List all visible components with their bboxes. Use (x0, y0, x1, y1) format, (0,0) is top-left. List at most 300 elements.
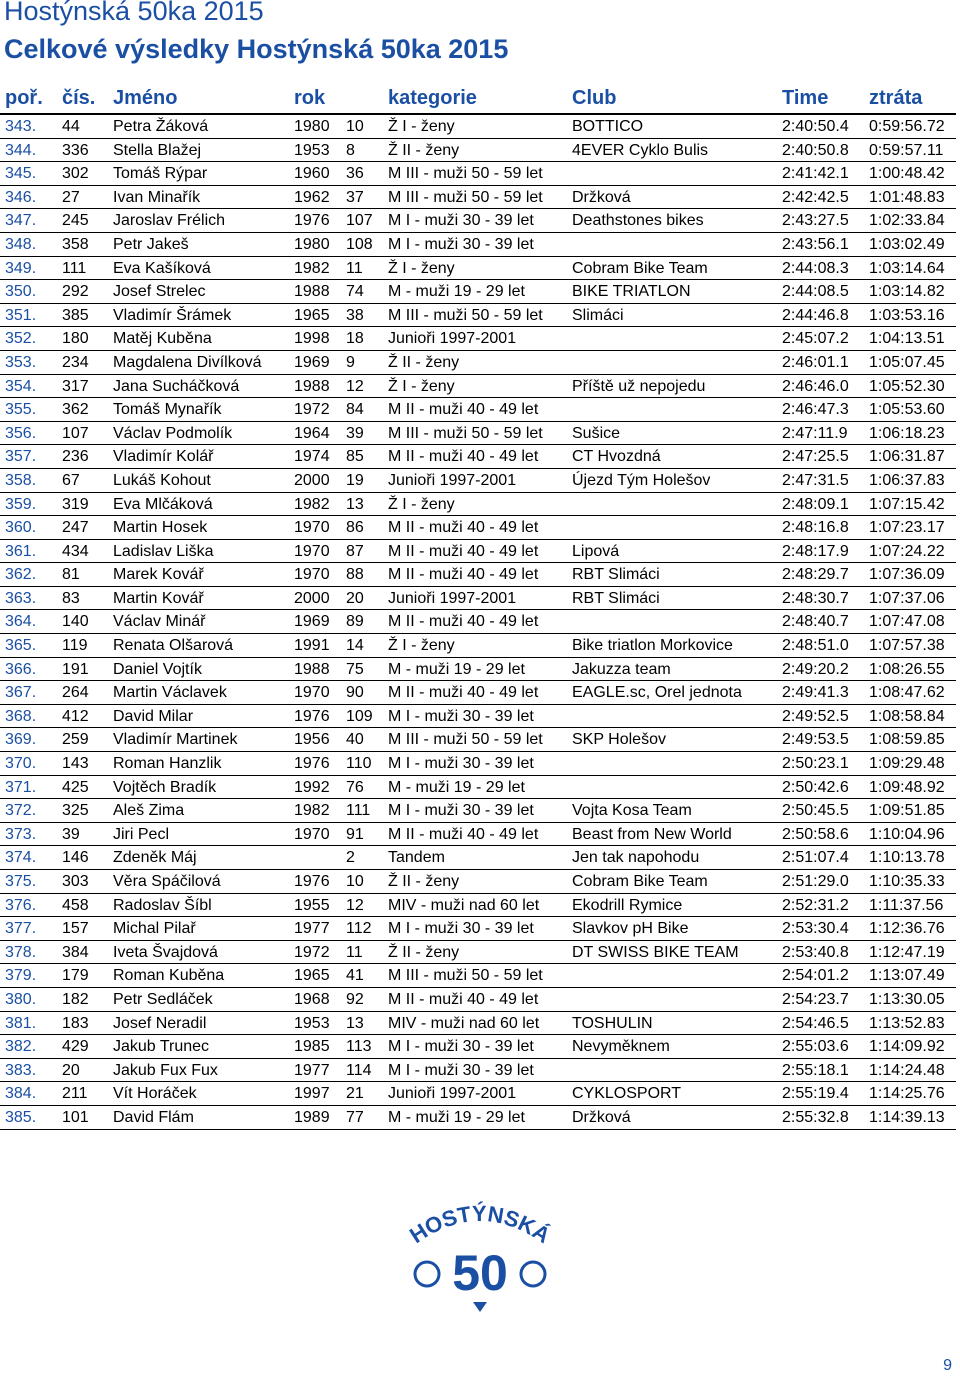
cell-loss: 1:08:59.85 (869, 731, 945, 749)
table-row (0, 1035, 956, 1059)
cell-club: 4EVER Cyklo Bulis (572, 141, 709, 159)
cell-loss: 1:07:37.06 (869, 589, 945, 607)
cell-place: 355. (5, 401, 37, 419)
cell-category-rank: 38 (346, 306, 364, 324)
table-row (0, 823, 956, 847)
cell-number: 81 (62, 566, 80, 584)
cell-loss: 1:08:26.55 (869, 660, 945, 678)
table-row (0, 115, 956, 139)
cell-year: 1970 (294, 519, 330, 537)
cell-category: M II - muži 40 - 49 let (388, 401, 539, 419)
cell-year: 1969 (294, 353, 330, 371)
cell-time: 2:40:50.8 (782, 141, 849, 159)
cell-name: Vladimír Martinek (113, 731, 238, 749)
cell-category-rank: 39 (346, 424, 364, 442)
page-subtitle: Celkové výsledky Hostýnská 50ka 2015 (4, 34, 509, 64)
cell-name: Radoslav Šíbl (113, 896, 212, 914)
cell-year: 1965 (294, 967, 330, 985)
cell-number: 336 (62, 141, 89, 159)
cell-year: 1980 (294, 235, 330, 253)
cell-time: 2:48:17.9 (782, 542, 849, 560)
cell-place: 348. (5, 235, 37, 253)
cell-place: 363. (5, 589, 37, 607)
table-row (0, 563, 956, 587)
table-row (0, 870, 956, 894)
cell-name: Roman Kuběna (113, 967, 225, 985)
cell-place: 357. (5, 448, 37, 466)
cell-number: 458 (62, 896, 89, 914)
table-row (0, 1106, 956, 1130)
cell-year: 1972 (294, 943, 330, 961)
cell-year: 2000 (294, 589, 330, 607)
cell-name: Tomáš Mynařík (113, 401, 222, 419)
cell-loss: 1:09:48.92 (869, 778, 945, 796)
cell-year: 1956 (294, 731, 330, 749)
table-row (0, 186, 956, 210)
cell-number: 83 (62, 589, 80, 607)
table-row (0, 988, 956, 1012)
cell-name: Magdalena Divílková (113, 353, 262, 371)
cell-category: Ž I - ženy (388, 495, 455, 513)
bike-wheel-icon (521, 1262, 545, 1286)
cell-loss: 1:09:51.85 (869, 802, 945, 820)
cell-number: 259 (62, 731, 89, 749)
cell-time: 2:42:42.5 (782, 188, 849, 206)
cell-category: M III - muži 50 - 59 let (388, 306, 543, 324)
cell-time: 2:55:19.4 (782, 1085, 849, 1103)
cell-number: 180 (62, 330, 89, 348)
cell-loss: 1:14:24.48 (869, 1061, 945, 1079)
cell-category: M I - muži 30 - 39 let (388, 755, 534, 773)
table-row (0, 327, 956, 351)
cell-loss: 1:11:37.56 (869, 896, 944, 914)
cell-number: 111 (62, 259, 87, 277)
cell-loss: 1:08:58.84 (869, 707, 945, 725)
cell-year: 1970 (294, 684, 330, 702)
cell-time: 2:49:53.5 (782, 731, 849, 749)
cell-loss: 1:12:36.76 (869, 920, 945, 938)
cell-category: Ž II - ženy (388, 353, 460, 371)
cell-loss: 1:03:14.64 (869, 259, 945, 277)
cell-loss: 1:10:04.96 (869, 825, 945, 843)
cell-category-rank: 77 (346, 1108, 364, 1126)
cell-number: 146 (62, 849, 89, 867)
table-row (0, 728, 956, 752)
cell-time: 2:46:47.3 (782, 401, 849, 419)
cell-club: Beast from New World (572, 825, 732, 843)
table-row (0, 540, 956, 564)
cell-category: M II - muži 40 - 49 let (388, 825, 539, 843)
cell-loss: 1:07:23.17 (869, 519, 945, 537)
cell-place: 349. (5, 259, 37, 277)
cell-club: Jakuzza team (572, 660, 671, 678)
cell-year: 1976 (294, 212, 330, 230)
cell-category-rank: 19 (346, 471, 364, 489)
cell-club: Nevyměknem (572, 1038, 670, 1056)
table-row (0, 1059, 956, 1083)
cell-number: 191 (62, 660, 89, 678)
cell-category: Ž I - ženy (388, 259, 455, 277)
hostynska-50-logo (405, 1190, 555, 1318)
cell-time: 2:52:31.2 (782, 896, 849, 914)
table-row (0, 776, 956, 800)
cell-year: 1970 (294, 566, 330, 584)
table-row (0, 894, 956, 918)
cell-category-rank: 2 (346, 849, 355, 867)
cell-category-rank: 84 (346, 401, 364, 419)
cell-category-rank: 9 (346, 353, 355, 371)
cell-time: 2:48:51.0 (782, 637, 849, 655)
cell-number: 245 (62, 212, 89, 230)
cell-year: 1970 (294, 825, 330, 843)
cell-club: CT Hvozdná (572, 448, 661, 466)
cell-category: M II - muži 40 - 49 let (388, 613, 539, 631)
cell-number: 247 (62, 519, 89, 537)
cell-category: Ž II - ženy (388, 141, 460, 159)
cell-number: 101 (62, 1108, 89, 1126)
cell-time: 2:49:41.3 (782, 684, 849, 702)
cell-place: 368. (5, 707, 37, 725)
table-row (0, 398, 956, 422)
table-row (0, 752, 956, 776)
column-header-time: Time (782, 87, 829, 109)
cell-year: 1992 (294, 778, 330, 796)
cell-year: 1953 (294, 141, 330, 159)
cell-loss: 1:07:36.09 (869, 566, 945, 584)
cell-loss: 1:12:47.19 (869, 943, 945, 961)
table-row (0, 610, 956, 634)
cell-loss: 1:00:48.42 (869, 165, 945, 183)
cell-category-rank: 107 (346, 212, 373, 230)
cell-loss: 1:03:53.16 (869, 306, 945, 324)
logo-text-top: HOSTÝNSKÁ (405, 1200, 555, 1249)
cell-year: 1977 (294, 1061, 330, 1079)
cell-place: 361. (5, 542, 37, 560)
cell-category-rank: 14 (346, 637, 364, 655)
cell-category: Ž I - ženy (388, 118, 455, 135)
cell-category: Junioři 1997-2001 (388, 471, 517, 489)
cell-category: M II - muži 40 - 49 let (388, 519, 539, 537)
cell-name: Martin Kovář (113, 589, 204, 607)
cell-category: M I - muži 30 - 39 let (388, 235, 534, 253)
table-row (0, 375, 956, 399)
cell-number: 425 (62, 778, 89, 796)
cell-place: 374. (5, 849, 37, 867)
cell-year: 1962 (294, 188, 330, 206)
cell-loss: 1:13:07.49 (869, 967, 945, 985)
cell-place: 359. (5, 495, 37, 513)
cell-club: Příště už nepojedu (572, 377, 706, 395)
cell-name: Tomáš Rýpar (113, 165, 208, 183)
cell-category: M III - muži 50 - 59 let (388, 967, 543, 985)
cell-name: Daniel Vojtík (113, 660, 202, 678)
cell-name: Petra Žáková (113, 118, 209, 135)
cell-time: 2:50:42.6 (782, 778, 849, 796)
column-header-place: poř. (5, 87, 43, 109)
cell-loss: 1:06:31.87 (869, 448, 945, 466)
cell-time: 2:55:18.1 (782, 1061, 849, 1079)
cell-loss: 0:59:56.72 (869, 118, 945, 135)
cell-number: 319 (62, 495, 89, 513)
cell-year: 1976 (294, 707, 330, 725)
cell-loss: 1:14:25.76 (869, 1085, 945, 1103)
cell-category-rank: 13 (346, 1014, 364, 1032)
cell-place: 364. (5, 613, 37, 631)
cell-category: Ž I - ženy (388, 637, 455, 655)
cell-year: 1980 (294, 118, 330, 135)
cell-club: Držková (572, 1108, 631, 1126)
table-row (0, 351, 956, 375)
cell-place: 381. (5, 1014, 37, 1032)
cell-year: 1977 (294, 920, 330, 938)
table-row (0, 516, 956, 540)
table-row (0, 469, 956, 493)
cell-year: 1988 (294, 660, 330, 678)
column-header-category: kategorie (388, 87, 477, 109)
cell-year: 1960 (294, 165, 330, 183)
cell-club: BOTTICO (572, 118, 644, 135)
cell-category: Ž II - ženy (388, 873, 460, 890)
cell-club: Slimáci (572, 306, 624, 324)
cell-name: Věra Spáčilová (113, 873, 221, 890)
cell-category: M - muži 19 - 29 let (388, 660, 525, 678)
cell-time: 2:51:29.0 (782, 873, 849, 890)
table-row (0, 681, 956, 705)
cell-category: M - muži 19 - 29 let (388, 778, 525, 796)
cell-category-rank: 87 (346, 542, 364, 560)
cell-time: 2:45:07.2 (782, 330, 849, 348)
cell-loss: 1:03:02.49 (869, 235, 945, 253)
cell-name: Roman Hanzlik (113, 755, 222, 773)
cell-time: 2:48:29.7 (782, 566, 849, 584)
table-row (0, 162, 956, 186)
cell-time: 2:48:30.7 (782, 589, 849, 607)
table-row (0, 587, 956, 611)
cell-loss: 1:03:14.82 (869, 283, 945, 301)
cell-club: Cobram Bike Team (572, 873, 708, 890)
cell-category-rank: 75 (346, 660, 364, 678)
cell-category-rank: 76 (346, 778, 364, 796)
cell-year: 1976 (294, 755, 330, 773)
table-row (0, 233, 956, 257)
cell-club: BIKE TRIATLON (572, 283, 691, 301)
cell-name: Jakub Fux Fux (113, 1061, 218, 1079)
cell-place: 351. (5, 306, 37, 324)
cell-number: 302 (62, 165, 89, 183)
cell-number: 140 (62, 613, 89, 631)
cell-loss: 1:07:47.08 (869, 613, 945, 631)
cell-loss: 1:07:24.22 (869, 542, 945, 560)
cell-year: 1982 (294, 259, 330, 277)
cell-number: 107 (62, 424, 89, 442)
cell-place: 382. (5, 1038, 37, 1056)
cell-place: 350. (5, 283, 37, 301)
cell-name: Josef Neradil (113, 1014, 207, 1032)
cell-time: 2:40:50.4 (782, 118, 849, 135)
cell-loss: 1:07:57.38 (869, 637, 945, 655)
table-header (0, 83, 956, 115)
cell-year: 1988 (294, 283, 330, 301)
page-title: Hostýnská 50ka 2015 (4, 0, 264, 26)
cell-time: 2:44:08.5 (782, 283, 849, 301)
cell-club: Lipová (572, 542, 620, 560)
cell-club: TOSHULIN (572, 1014, 653, 1032)
cell-place: 371. (5, 778, 37, 796)
cell-category-rank: 74 (346, 283, 364, 301)
cell-loss: 1:04:13.51 (869, 330, 945, 348)
cell-name: Martin Václavek (113, 684, 227, 702)
bike-wheel-icon (415, 1262, 439, 1286)
cell-number: 157 (62, 920, 89, 938)
cell-name: Jaroslav Frélich (113, 212, 226, 230)
table-row (0, 280, 956, 304)
cell-number: 412 (62, 707, 89, 725)
cell-time: 2:50:45.5 (782, 802, 849, 820)
cell-name: Vladimír Šrámek (113, 306, 232, 324)
cell-name: Zdeněk Máj (113, 849, 197, 867)
cell-number: 303 (62, 873, 89, 890)
cell-name: Vladimír Kolář (113, 448, 214, 466)
cell-category-rank: 89 (346, 613, 364, 631)
cell-category-rank: 108 (346, 235, 373, 253)
cell-club: RBT Slimáci (572, 566, 660, 584)
table-row (0, 445, 956, 469)
cell-loss: 1:07:15.42 (869, 495, 945, 513)
cell-category-rank: 11 (346, 259, 363, 277)
cell-place: 365. (5, 637, 37, 655)
logo-number: 50 (452, 1245, 508, 1301)
cell-number: 179 (62, 967, 89, 985)
table-row (0, 1012, 956, 1036)
table-row (0, 139, 956, 163)
cell-name: Michal Pilař (113, 920, 196, 938)
cell-place: 360. (5, 519, 37, 537)
cell-category: M I - muži 30 - 39 let (388, 212, 534, 230)
cell-name: Jakub Trunec (113, 1038, 210, 1056)
cell-year: 1989 (294, 1108, 330, 1126)
cell-number: 384 (62, 943, 89, 961)
cell-number: 362 (62, 401, 89, 419)
cell-number: 67 (62, 471, 80, 489)
cell-name: David Milar (113, 707, 194, 725)
cell-place: 373. (5, 825, 37, 843)
cell-loss: 1:01:48.83 (869, 188, 945, 206)
cell-year: 1997 (294, 1085, 330, 1103)
cell-year: 1955 (294, 896, 330, 914)
cell-place: 356. (5, 424, 37, 442)
cell-name: Ivan Minařík (113, 188, 201, 206)
cell-number: 143 (62, 755, 89, 773)
cell-category-rank: 111 (346, 802, 371, 820)
cell-name: Petr Jakeš (113, 235, 189, 253)
table-row (0, 846, 956, 870)
cell-category-rank: 12 (346, 377, 364, 395)
table-row (0, 799, 956, 823)
cell-place: 344. (5, 141, 37, 159)
cell-category-rank: 21 (346, 1085, 364, 1103)
cell-name: Vojtěch Bradík (113, 778, 217, 796)
cell-club: Jen tak napohodu (572, 849, 700, 867)
cell-name: Aleš Zima (113, 802, 185, 820)
cell-name: Eva Kašíková (113, 259, 211, 277)
table-row (0, 705, 956, 729)
cell-category-rank: 20 (346, 589, 364, 607)
cell-category-rank: 37 (346, 188, 364, 206)
cell-category-rank: 8 (346, 141, 355, 159)
cell-name: Jana Sucháčková (113, 377, 240, 395)
cell-loss: 1:05:52.30 (869, 377, 945, 395)
cell-loss: 1:05:07.45 (869, 353, 945, 371)
cell-category: M III - muži 50 - 59 let (388, 731, 543, 749)
results-table (0, 115, 956, 1130)
cell-time: 2:46:01.1 (782, 353, 849, 371)
cell-year: 1965 (294, 306, 330, 324)
cell-category: MIV - muži nad 60 let (388, 896, 540, 914)
cell-year: 1953 (294, 1014, 330, 1032)
cell-year: 1988 (294, 377, 330, 395)
cell-year: 1976 (294, 873, 330, 890)
cell-loss: 1:14:09.92 (869, 1038, 945, 1056)
cell-time: 2:53:30.4 (782, 920, 849, 938)
cell-year: 1970 (294, 542, 330, 560)
cell-name: Stella Blažej (113, 141, 202, 159)
cell-time: 2:50:58.6 (782, 825, 849, 843)
cell-category-rank: 110 (346, 755, 372, 773)
cell-club: Sušice (572, 424, 621, 442)
cell-name: David Flám (113, 1108, 194, 1126)
cell-category-rank: 11 (346, 943, 363, 961)
cell-category-rank: 88 (346, 566, 364, 584)
cell-category-rank: 91 (346, 825, 364, 843)
table-row (0, 1082, 956, 1106)
cell-time: 2:54:46.5 (782, 1014, 849, 1032)
cell-year: 1968 (294, 990, 330, 1008)
cell-name: Lukáš Kohout (113, 471, 211, 489)
cell-time: 2:47:11.9 (782, 424, 848, 442)
cell-club: Deathstones bikes (572, 212, 704, 230)
cell-place: 343. (5, 118, 37, 135)
cell-year: 1991 (294, 637, 330, 655)
cell-place: 370. (5, 755, 37, 773)
table-row (0, 493, 956, 517)
cell-club: Bike triatlon Morkovice (572, 637, 733, 655)
cell-category: M III - muži 50 - 59 let (388, 188, 543, 206)
cell-place: 347. (5, 212, 37, 230)
cell-name: Eva Mlčáková (113, 495, 213, 513)
cell-category-rank: 85 (346, 448, 364, 466)
cell-category-rank: 90 (346, 684, 364, 702)
cell-year: 2000 (294, 471, 330, 489)
cell-name: Marek Kovář (113, 566, 204, 584)
cell-category-rank: 86 (346, 519, 364, 537)
table-row (0, 964, 956, 988)
cell-club: SKP Holešov (572, 731, 666, 749)
cell-time: 2:43:27.5 (782, 212, 849, 230)
cell-loss: 1:10:35.33 (869, 873, 945, 890)
cell-category-rank: 114 (346, 1061, 372, 1079)
cell-number: 385 (62, 306, 89, 324)
cell-time: 2:49:52.5 (782, 707, 849, 725)
cell-club: Vojta Kosa Team (572, 802, 692, 820)
cell-place: 380. (5, 990, 37, 1008)
cell-loss: 1:06:18.23 (869, 424, 945, 442)
cell-year: 1964 (294, 424, 330, 442)
cell-loss: 1:02:33.84 (869, 212, 945, 230)
cell-place: 384. (5, 1085, 37, 1103)
cell-year: 1985 (294, 1038, 330, 1056)
cell-number: 234 (62, 353, 89, 371)
cell-number: 182 (62, 990, 89, 1008)
